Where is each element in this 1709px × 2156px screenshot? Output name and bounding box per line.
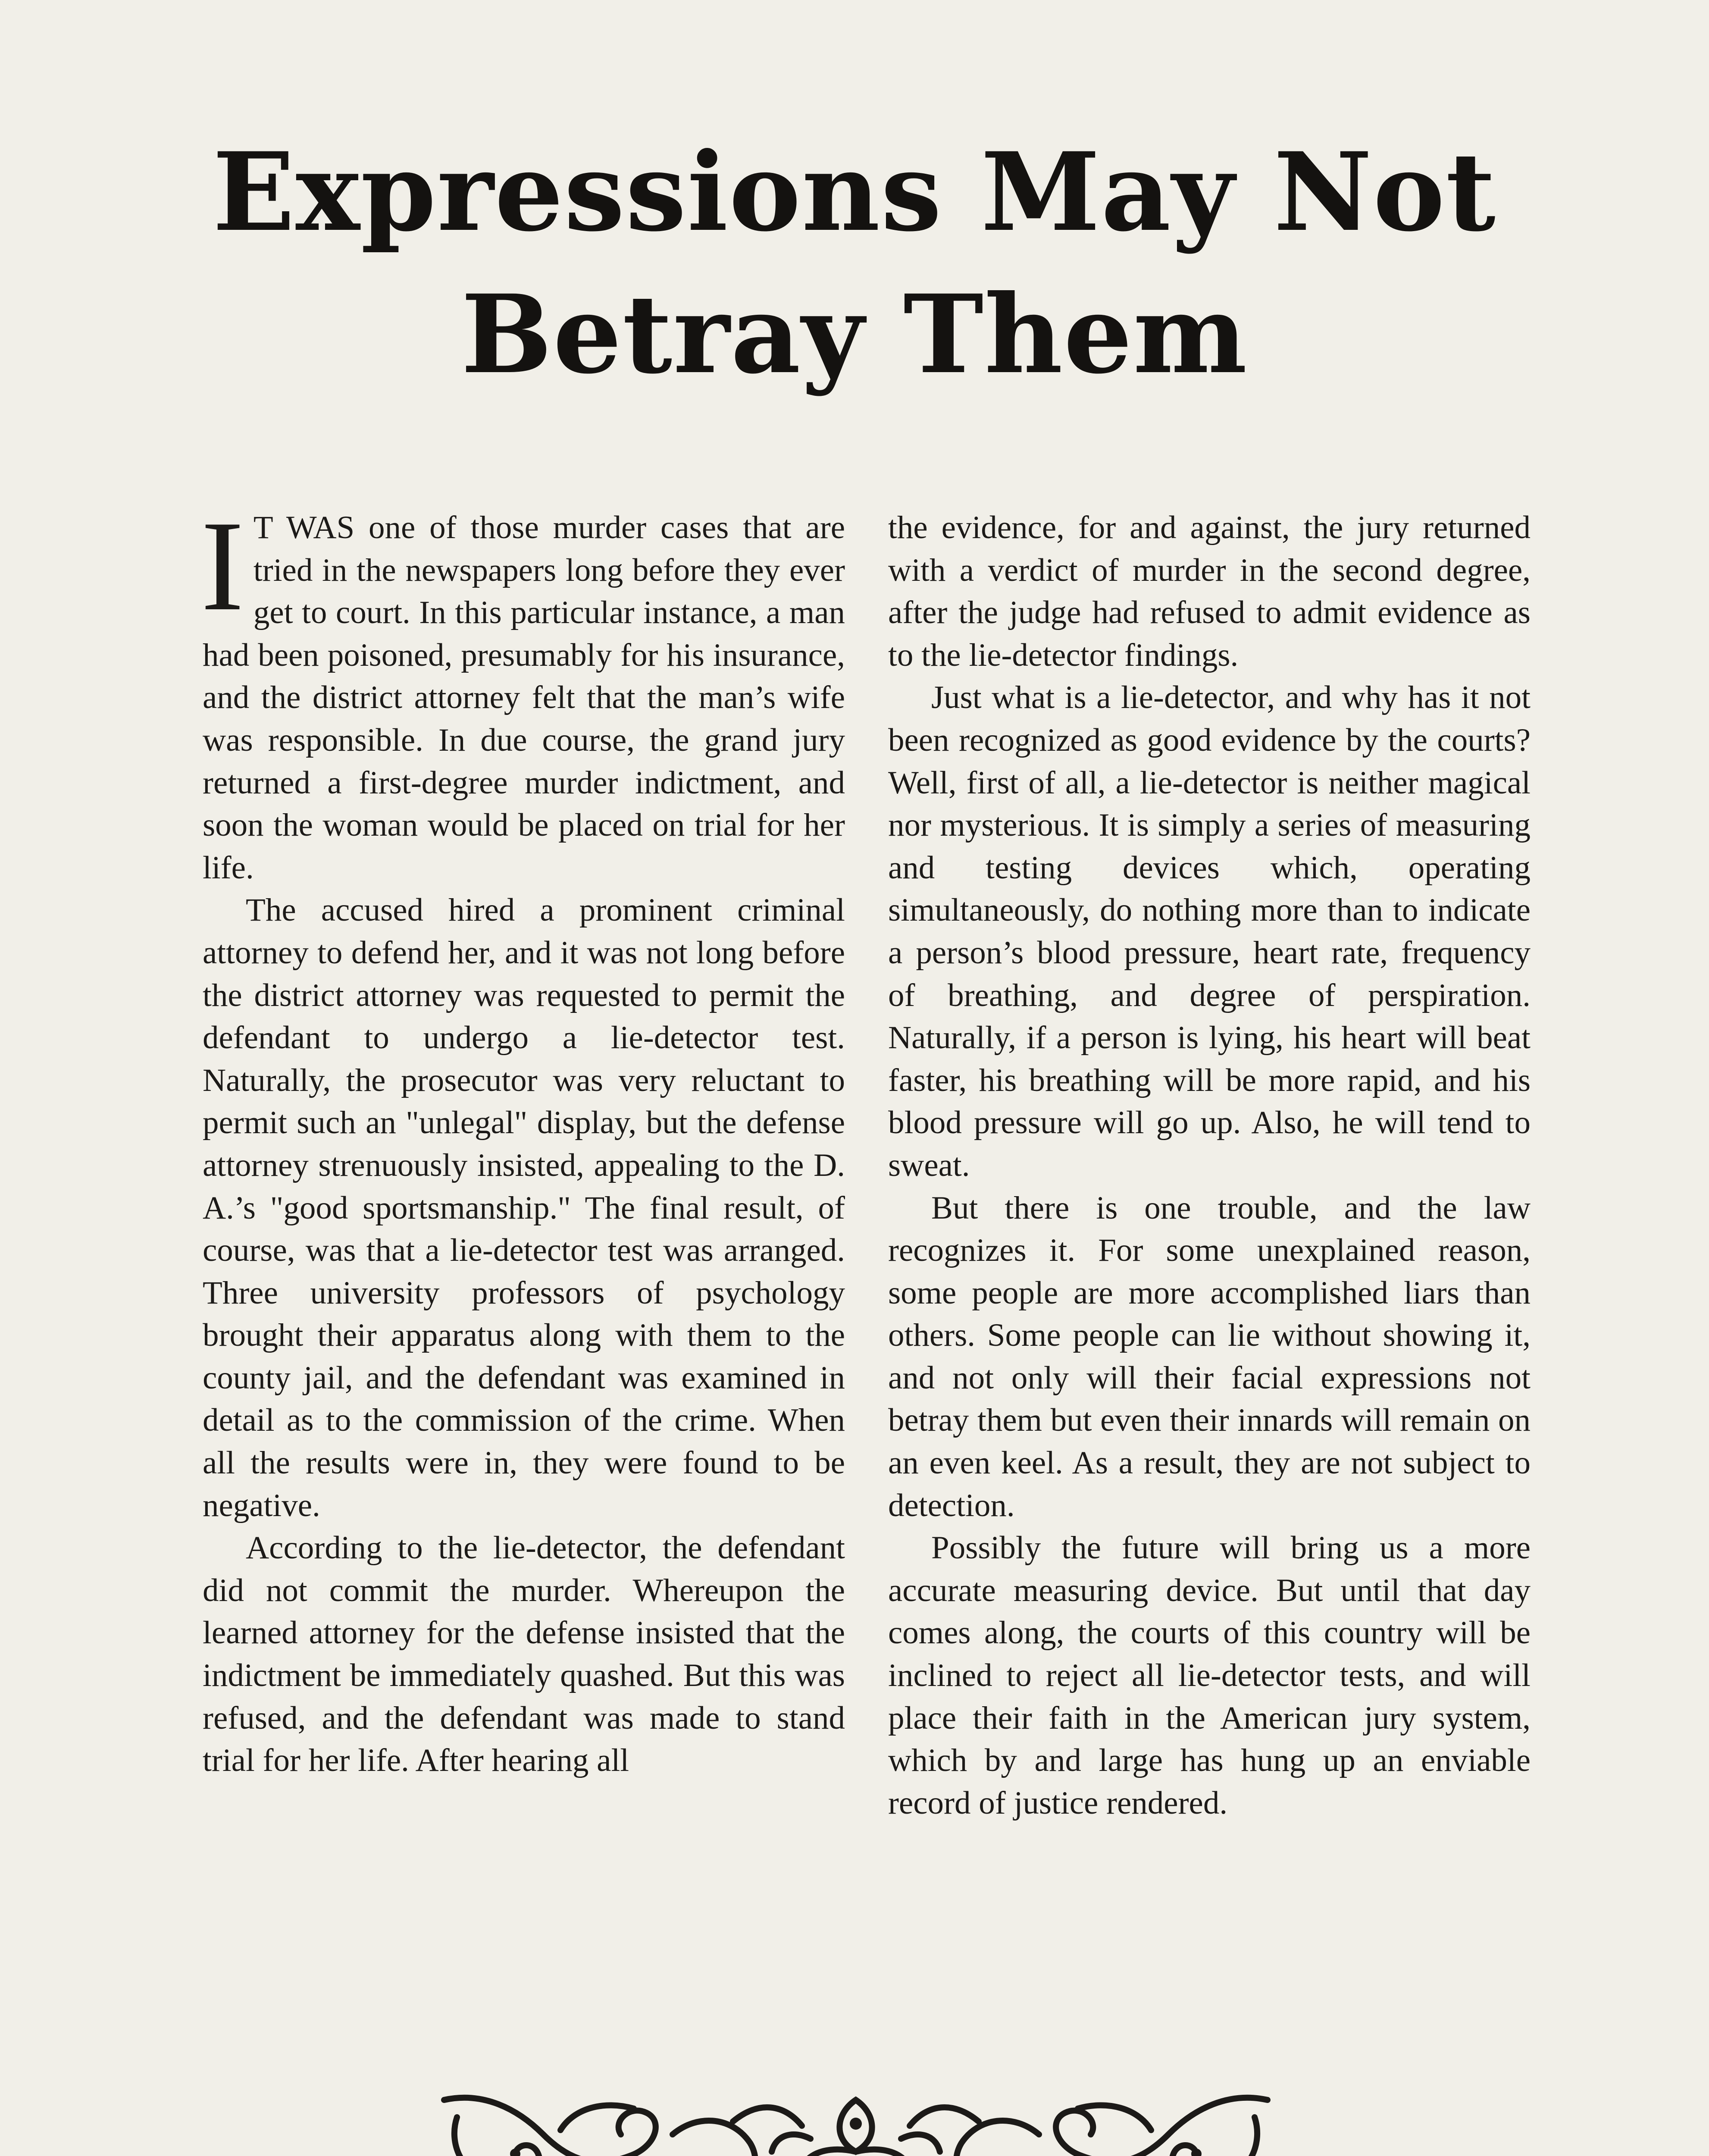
paragraph-5: But there is one trouble, and the law recognizes it. For some unexplained reason, some people are more accomplished liars than others. Some people can lie without showing it, and not only will their facial expressions not betray them but even their innards will remain on an even keel. As a result, they are not subject to detection. — [888, 1190, 1531, 1523]
paragraph-4: Just what is a lie-detector, and why has it not been recognized as good evidence by the courts? Well, first of all, a lie-detector is neither magical nor mysterious. It is simply a series of measuring and testing devices which, operating simultaneously, do nothing more than to indicate a person’s blood pressure, heart rate, frequency of breathing, and degree of perspiration. Naturally, if a person is lying, his heart will beat faster, his breathing will be more rapid, and his blood pressure will go up. Also, he will tend to sweat. — [888, 680, 1531, 1183]
paragraph-6: Possibly the future will bring us a more accurate measuring device. But until that day comes along, the courts of this country will be inclined to reject all lie-detector tests, and will place their faith in the American jury system, which by and large has hung up an enviable record of justice rendered. — [888, 1530, 1531, 1821]
article-title — [129, 121, 1580, 405]
article-title-line-2: Betray Them — [461, 271, 1248, 398]
paragraph-3: According to the lie-detector, the defendant did not commit the murder. Whereupon the learned attorney for the defense insisted that the indictment be immediately quashed. But this was refused, and the defendant was made to stand trial for her life. After hearing all — [203, 1530, 845, 1779]
drop-cap: I — [201, 494, 244, 637]
floral-scroll-ornament-icon — [431, 2083, 1280, 2156]
paragraph-1-text: T WAS one of those murder cases that are tried in the newspapers long before they ever get to court. In this particular instance, a man had been poisoned, presumably for his insurance, and the district attorney felt that the man’s wife was responsible. In due course, the grand jury returned a first-degree murder indictment, and soon the woman would be placed on trial for her life. — [203, 510, 845, 886]
paragraph-2: The accused hired a prominent criminal attorney to defend her, and it was not long before the district attorney was requested to permit the defendant to undergo a lie-detector test. Naturally, the prosecutor was very reluctant to permit such an "unlegal" display, but the defense attorney strenuously insisted, appealing to the D. A.’s "good sportsmanship." The final result, of course, was that a lie-detector test was arranged. Three university professors of psychology brought their apparatus along with them to the county jail, and the defendant was examined in detail as to the commission of the crime. When all the results were in, they were found to be negative. — [203, 892, 845, 1523]
right-column — [888, 507, 1531, 1824]
paragraph-1 — [201, 494, 845, 889]
article-title-line-1: Expressions May Not — [213, 128, 1496, 255]
paragraph-3-continued: the evidence, for and against, the jury returned with a verdict of murder in the second degree, after the judge had refused to admit evidence as to the lie-detector findings. — [888, 510, 1531, 673]
left-column — [201, 494, 845, 1782]
